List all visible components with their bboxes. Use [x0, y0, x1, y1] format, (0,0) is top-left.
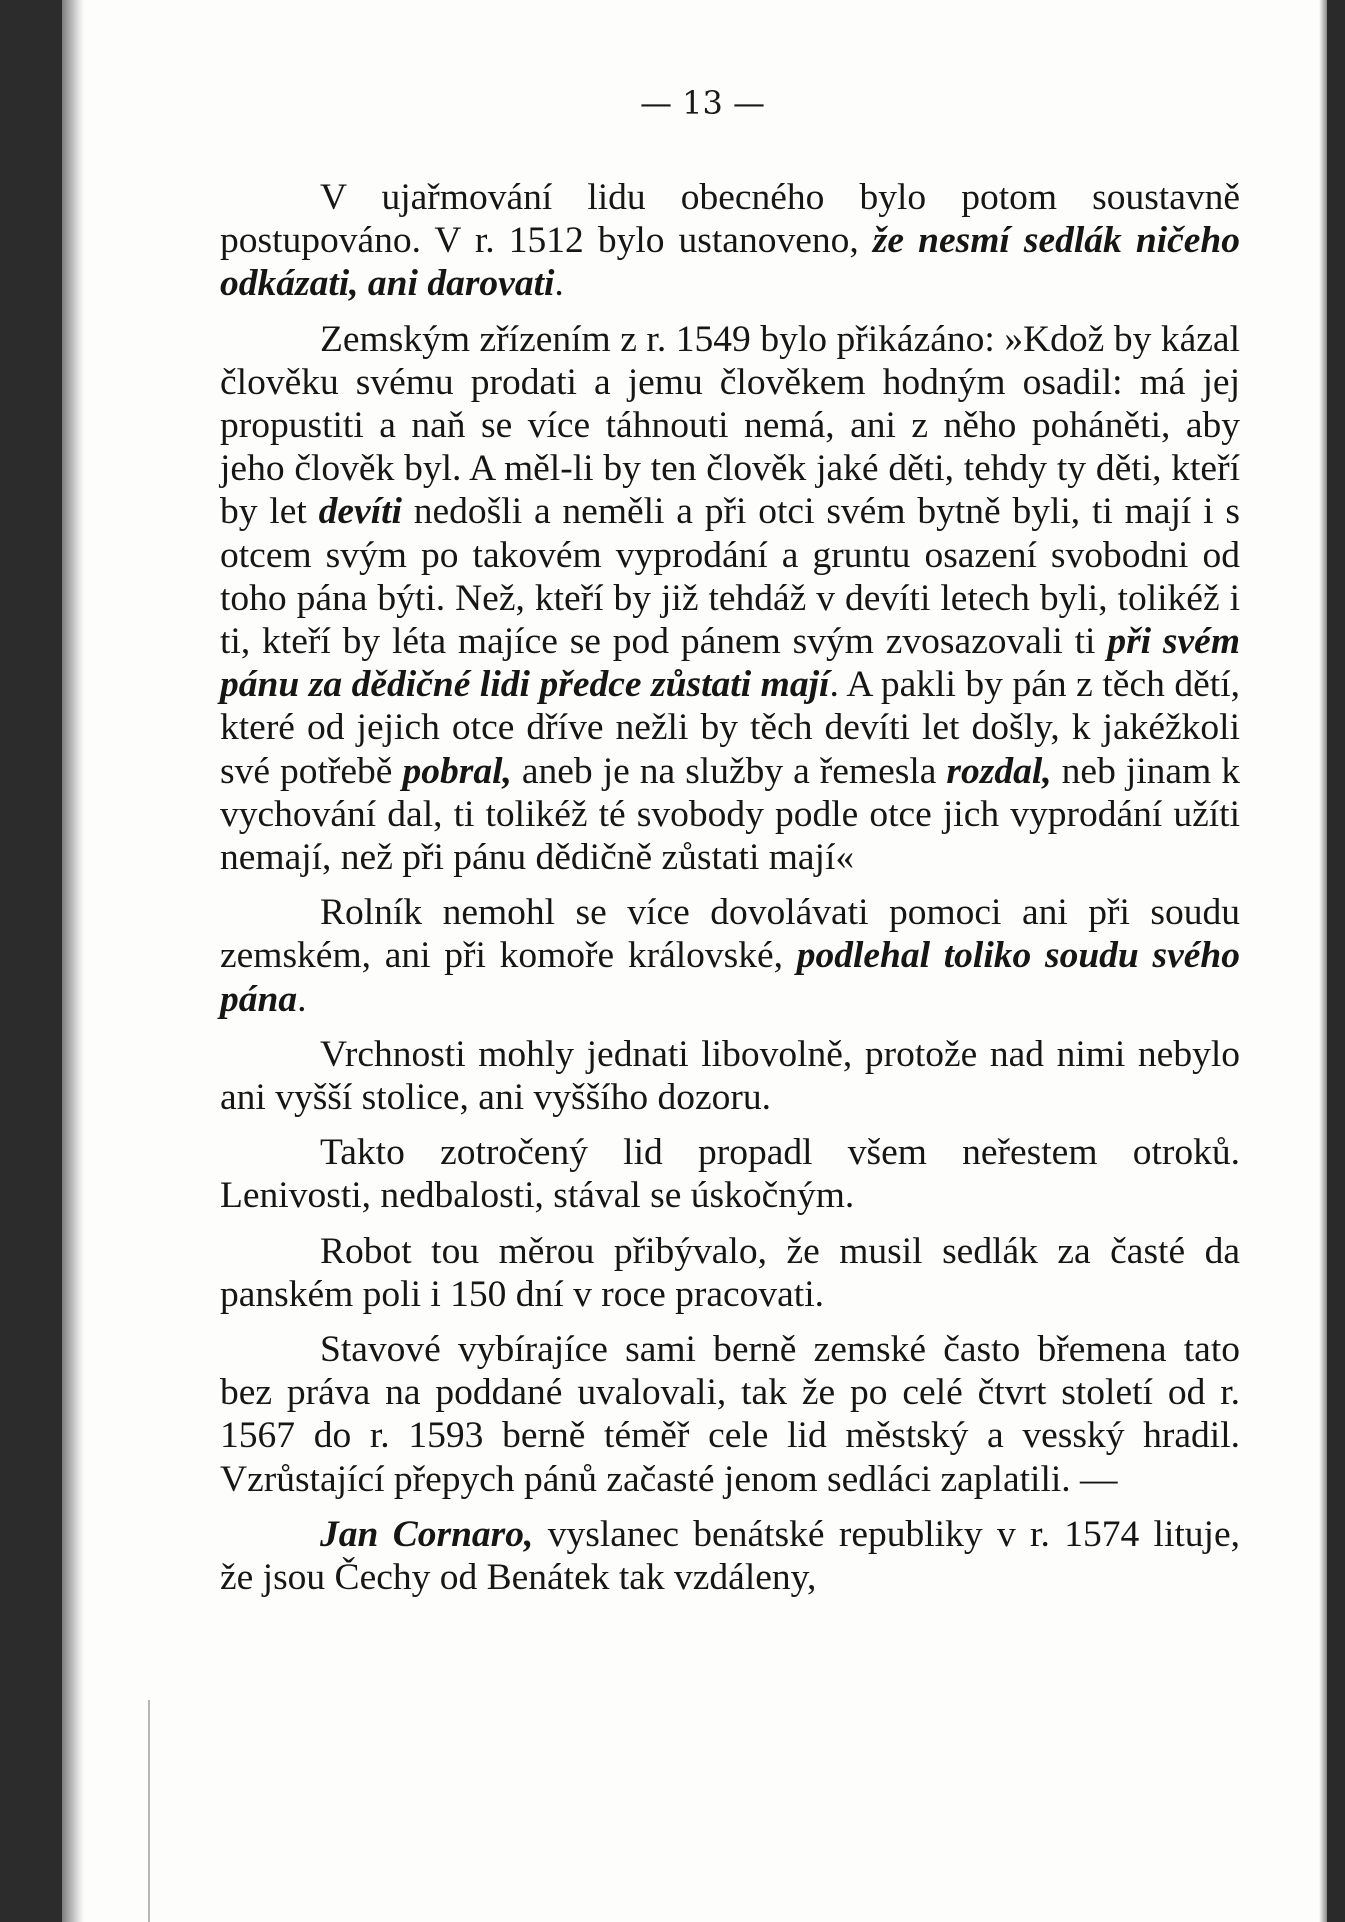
emphasis-run: pobral,	[402, 750, 512, 792]
paragraph-1	[220, 176, 1240, 306]
paragraph-6	[220, 1230, 1240, 1316]
text-run: aneb je na služby a řemesla	[511, 750, 947, 792]
emphasis-run: rozdal,	[946, 750, 1052, 792]
text-run: Vrchnosti mohly jednati libovolně, protože nad nimi nebylo ani vyšší stolice, ani vyššího dozoru.	[220, 1033, 1240, 1119]
paragraph-7	[220, 1328, 1240, 1501]
text-run: .	[297, 978, 307, 1020]
emphasis-run: devíti	[318, 491, 402, 533]
text-run: nedošli a neměli a při otci svém bytně byli, ti mají i s otcem svým po takovém vyprodání a gruntu osazení svobodni od toho pána býti. Než, kteří by již tehdáž v devíti letech byli, tolikéž i ti, kteří by léta majíce se pod pánem svým zvosazovali ti	[220, 491, 1241, 663]
emphasis-run: Jan Cornaro,	[320, 1513, 534, 1555]
text-run: Zemským zřízením z r. 1549 bylo přikázáno: »Kdož by kázal člověku svému prodati a jemu člověkem hodným osadil: má jej propustiti a naň se více táhnouti nemá, ani z něho poháněti, aby jeho člověk byl. A měl-li by ten člověk jaké děti, tehdy ty děti, kteří by let	[220, 318, 1240, 533]
scan-edge-shadow-right	[1319, 0, 1327, 1922]
paragraph-2	[220, 318, 1240, 880]
gutter-line	[148, 1700, 150, 1922]
scan-edge-right	[1327, 0, 1345, 1922]
page-number: — 13 —	[639, 84, 766, 122]
text-run: neb jinam k vychování dal, ti tolikéž té svobody podle otce jich vyprodání užíti nemají, než při pánu dědičně zůstati mají«	[220, 750, 1241, 879]
scan-edge-left	[0, 0, 62, 1922]
emphasis-run: při svém pánu za dědičné lidi předce zůstati mají	[220, 621, 1240, 706]
paragraph-3	[220, 891, 1240, 1021]
paragraph-8	[220, 1513, 1240, 1599]
paragraph-5	[220, 1131, 1240, 1217]
paragraph-4	[220, 1033, 1240, 1119]
text-run: .	[554, 263, 564, 305]
text-run: . A pakli by pán z těch dětí, které od jejich otce dříve nežli by těch devíti let došly, k jakéžkoli své potřebě	[220, 664, 1241, 792]
text-run: Stavové vybírajíce sami berně zemské často břemena tato bez práva na poddané uvalovali, tak že po celé čtvrt století od r. 1567 do r. 1593 berně téměř cele lid městský a vesský hradil. Vzrůstající přepych pánů začasté jenom sedláci zaplatili. —	[220, 1329, 1240, 1500]
emphasis-run: že nesmí sedlák ničeho odkázati, ani darovati	[220, 220, 1240, 305]
text-run: V ujařmování lidu obecného bylo potom soustavně postupováno. V r. 1512 bylo ustanoveno,	[220, 177, 1240, 262]
text-run: Robot tou měrou přibývalo, že musil sedlák za časté da panském poli i 150 dní v roce pracovati.	[220, 1230, 1240, 1315]
scan-edge-shadow-left	[62, 0, 84, 1922]
emphasis-run: podlehal toliko soudu svého pána	[220, 935, 1240, 1020]
body-text	[220, 176, 1240, 1611]
text-run: vyslanec benátské republiky v r. 1574 lituje, že jsou Čechy od Benátek tak vzdáleny,	[220, 1513, 1240, 1599]
text-run: Takto zotročený lid propadl všem neřestem otroků. Lenivosti, nedbalosti, stával se úskočným.	[220, 1132, 1240, 1217]
text-run: Rolník nemohl se více dovolávati pomoci ani při soudu zemském, ani při komoře královské,	[220, 892, 1240, 977]
